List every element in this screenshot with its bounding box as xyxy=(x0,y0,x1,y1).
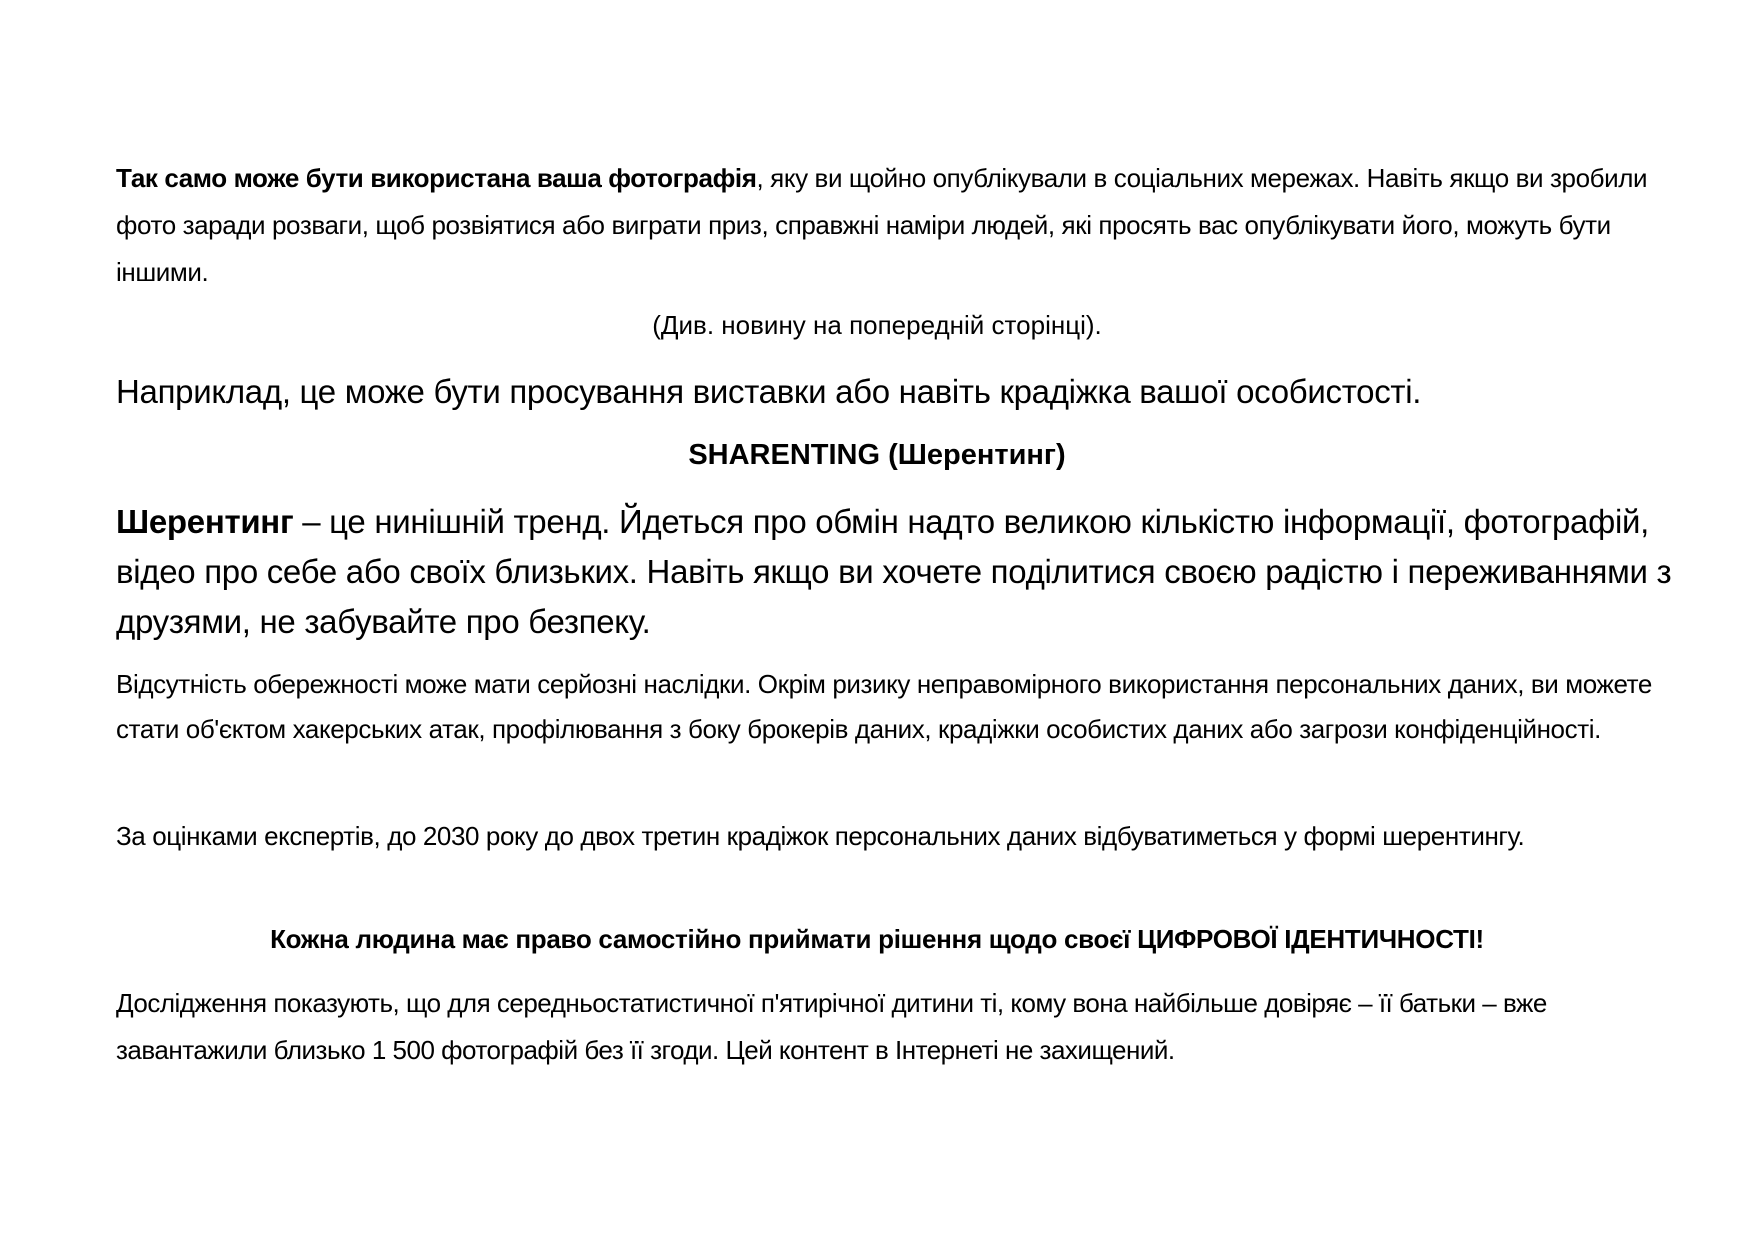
paragraph-photo-misuse xyxy=(116,155,1676,296)
reference-note: (Див. новину на попередній сторінці). xyxy=(652,310,1102,340)
paragraph-expert-estimate: За оцінками експертів, до 2030 року до двох третин крадіжок персональних даних відбуватиметься у формі шерентингу. xyxy=(116,821,1525,851)
term-bold: Шерентинг xyxy=(116,503,294,540)
example-sentence: Наприклад, це може бути просування виставки або навіть крадіжка вашої особистості. xyxy=(116,373,1422,410)
callout-digital-identity: Кожна людина має право самостійно приймати рішення щодо своєї ЦИФРОВОЇ ІДЕНТИЧНОСТІ! xyxy=(270,924,1484,954)
paragraph-research: Дослідження показують, що для середньостатистичної п'ятирічної дитини ті, кому вона найбільше довіряє – її батьки – вже завантажили близько 1 500 фотографій без її згоди. Цей контент в Інтернеті не захищений. xyxy=(116,988,1547,1065)
paragraph-text: , яку ви щойно опублікували в соціальних мережах. Навіть якщо ви зробили фото заради розваги, щоб розвіятися або виграти приз, справжні наміри людей, які просять вас опублікувати його, можуть бути іншими. xyxy=(116,163,1648,287)
section-heading: SHARENTING (Шерентинг) xyxy=(688,439,1066,471)
paragraph-consequences: Відсутність обережності може мати серйозні наслідки. Окрім ризику неправомірного використання персональних даних, ви можете стати об'єктом хакерських атак, профілювання з боку брокерів даних, крадіжки особистих даних або загрози конфіденційності. xyxy=(116,669,1652,744)
paragraph-text: – це нинішній тренд. Йдеться про обмін надто великою кількістю інформації, фотографій, відео про себе або своїх близьких. Навіть якщо ви хочете поділитися своєю радістю і переживаннями з друзями, не забувайте про безпеку. xyxy=(116,503,1672,640)
paragraph-sharenting-definition xyxy=(116,497,1676,647)
paragraph-bold-lead: Так само може бути використана ваша фотографія xyxy=(116,163,757,193)
